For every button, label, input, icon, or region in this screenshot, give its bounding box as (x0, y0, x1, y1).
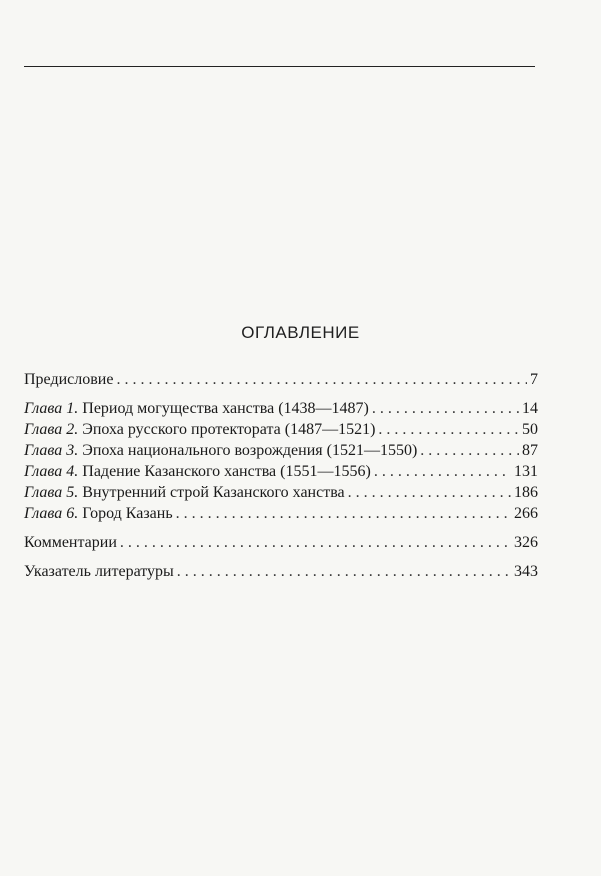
chapter-number: 6. (66, 505, 79, 522)
leader-dots (348, 482, 511, 503)
chapter-label: Глава (24, 505, 63, 522)
chapter-label: Глава (24, 442, 63, 459)
toc-entry-page: 343 (514, 563, 538, 580)
table-of-contents (24, 369, 538, 582)
leader-dots (374, 461, 511, 482)
chapter-label: Глава (24, 421, 63, 438)
toc-entry-title: Эпоха национального возрождения (1521—1550) (82, 442, 418, 459)
page-title: ОГЛАВЛЕНИЕ (241, 323, 360, 342)
toc-entry-page: 131 (514, 463, 538, 480)
toc-entry-title: Падение Казанского ханства (1551—1556) (82, 463, 371, 480)
toc-entry-chapter-1[interactable] (24, 398, 538, 419)
leader-dots (176, 503, 511, 524)
toc-entry-chapter-2[interactable] (24, 419, 538, 440)
chapter-number: 3. (66, 442, 79, 459)
toc-entry-chapter-3[interactable] (24, 440, 538, 461)
toc-entry-chapter-6[interactable] (24, 503, 538, 524)
toc-entry-page: 186 (514, 484, 538, 501)
toc-entry-title: Внутренний строй Казанского ханства (82, 484, 345, 501)
leader-dots (177, 561, 511, 582)
top-rule (24, 66, 535, 67)
leader-dots (378, 419, 519, 440)
toc-entry-title: Город Казань (82, 505, 173, 522)
toc-entry-page: 87 (522, 442, 538, 459)
chapter-number: 1. (66, 400, 79, 417)
toc-entry-title: Эпоха русского протектората (1487—1521) (82, 421, 376, 438)
toc-entry-title: Предисловие (24, 371, 114, 388)
chapter-label: Глава (24, 484, 63, 501)
toc-entry-page: 50 (522, 421, 538, 438)
chapter-label: Глава (24, 463, 63, 480)
toc-entry-page: 14 (522, 400, 538, 417)
chapter-number: 2. (66, 421, 79, 438)
toc-entry-bibliography[interactable] (24, 561, 538, 582)
leader-dots (420, 440, 519, 461)
toc-entry-chapter-5[interactable] (24, 482, 538, 503)
toc-entry-title: Период могущества ханства (1438—1487) (82, 400, 369, 417)
chapter-number: 5. (66, 484, 79, 501)
leader-dots (120, 532, 511, 553)
chapter-label: Глава (24, 400, 63, 417)
toc-entry-title: Комментарии (24, 534, 117, 551)
toc-entry-commentary[interactable] (24, 532, 538, 553)
toc-entry-preface[interactable] (24, 369, 538, 390)
chapter-number: 4. (66, 463, 79, 480)
toc-entry-title: Указатель литературы (24, 563, 174, 580)
toc-entry-chapter-4[interactable] (24, 461, 538, 482)
toc-entry-page: 7 (530, 371, 538, 388)
toc-entry-page: 326 (514, 534, 538, 551)
toc-entry-page: 266 (514, 505, 538, 522)
leader-dots (372, 398, 519, 419)
leader-dots (116, 369, 527, 390)
